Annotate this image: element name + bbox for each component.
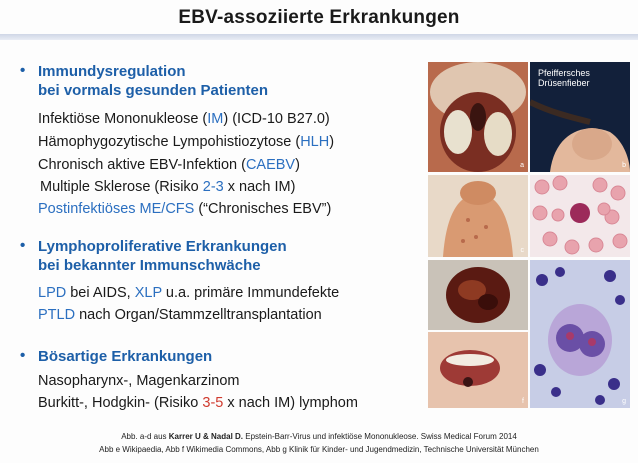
photo-tonsillitis xyxy=(428,62,528,172)
section-heading-lymphoproliferative xyxy=(38,237,287,275)
bullet-icon: • xyxy=(20,347,26,364)
title-divider xyxy=(0,34,638,40)
slide-title: EBV-assoziierte Erkrankungen xyxy=(178,7,460,28)
caption-line-2: Abb e Wikipaedia, Abb f Wikimedia Commons, Abb g Klinik für Kinder- und Jugendmedizin, Technische Universität München xyxy=(99,445,539,454)
photo-rash xyxy=(428,175,528,257)
highlight: XLP xyxy=(134,285,162,301)
text: Burkitt-, Hodgkin- (Risiko xyxy=(38,395,203,411)
highlight: LPD xyxy=(38,285,67,301)
section-heading-immundysregulation xyxy=(38,62,268,100)
bullet-icon: • xyxy=(20,62,26,79)
text: x nach IM) xyxy=(223,179,296,195)
photo-histology xyxy=(530,260,630,408)
list-item xyxy=(38,200,331,218)
bullet-icon: • xyxy=(20,237,26,254)
section-heading-boesartige xyxy=(38,347,212,366)
list-item xyxy=(38,394,358,412)
overlay-line: Drüsenfieber xyxy=(538,78,590,88)
text: Chronisch aktive EBV-Infektion ( xyxy=(38,157,246,173)
photo-label: g xyxy=(622,398,626,405)
highlight: Postinfektiöses ME/CFS xyxy=(38,201,195,217)
caption-line-1 xyxy=(0,432,638,441)
text: nach Organ/Stammzelltransplantation xyxy=(75,307,322,323)
text: ) xyxy=(295,157,300,173)
highlight: HLH xyxy=(300,134,330,150)
photo-label: a xyxy=(520,162,524,169)
photo-oral-lesion xyxy=(428,332,528,408)
highlight: CAEBV xyxy=(245,157,296,173)
overlay-line: Pfeiffersches xyxy=(538,68,590,78)
list-item xyxy=(38,133,334,151)
list-item xyxy=(38,110,330,128)
text: (“Chronisches EBV”) xyxy=(194,201,332,217)
heading-line: Lymphoproliferative Erkrankungen xyxy=(38,238,287,255)
caption-text: Epstein-Barr-Virus und infektiöse Mononukleose. Swiss Medical Forum 2014 xyxy=(243,432,517,441)
text: Multiple Sklerose (Risiko xyxy=(40,179,203,195)
heading-line: bei bekannter Immunschwäche xyxy=(38,257,261,274)
text: bei AIDS, xyxy=(66,285,135,301)
text: ) xyxy=(329,134,335,150)
photo-label: b xyxy=(622,162,626,169)
photo-label: f xyxy=(522,398,524,405)
caption-text: Abb. a-d aus xyxy=(121,432,169,441)
photo-blood-smear xyxy=(530,175,630,257)
heading-line: bei vormals gesunden Patienten xyxy=(38,82,269,99)
caption-authors: Karrer U & Nadal D. xyxy=(168,432,244,441)
text: Infektiöse Mononukleose ( xyxy=(38,111,208,127)
text: Nasopharynx-, Magenkarzinom xyxy=(38,373,240,389)
highlight: 3-5 xyxy=(202,395,224,411)
highlight: 2-3 xyxy=(202,179,224,195)
highlight: PTLD xyxy=(38,307,76,323)
photo-lymph-node-swelling xyxy=(530,62,630,172)
list-item xyxy=(38,156,300,174)
text: u.a. primäre Immundefekte xyxy=(161,285,340,301)
list-item xyxy=(38,306,322,324)
text: ) (ICD-10 B27.0) xyxy=(223,111,330,127)
list-item xyxy=(38,284,339,302)
heading-line: Bösartige Erkrankungen xyxy=(38,348,213,365)
highlight: IM xyxy=(207,111,224,127)
heading-line: Immundysregulation xyxy=(38,63,186,80)
photo-label: c xyxy=(520,247,524,254)
photo-overlay-text xyxy=(538,68,590,88)
list-item xyxy=(38,372,239,390)
list-item xyxy=(40,178,295,196)
text: Hämophygozytische Lympohistiozytose ( xyxy=(38,134,301,150)
photo-tumor xyxy=(428,260,528,330)
text: x nach IM) lymphom xyxy=(223,395,358,411)
